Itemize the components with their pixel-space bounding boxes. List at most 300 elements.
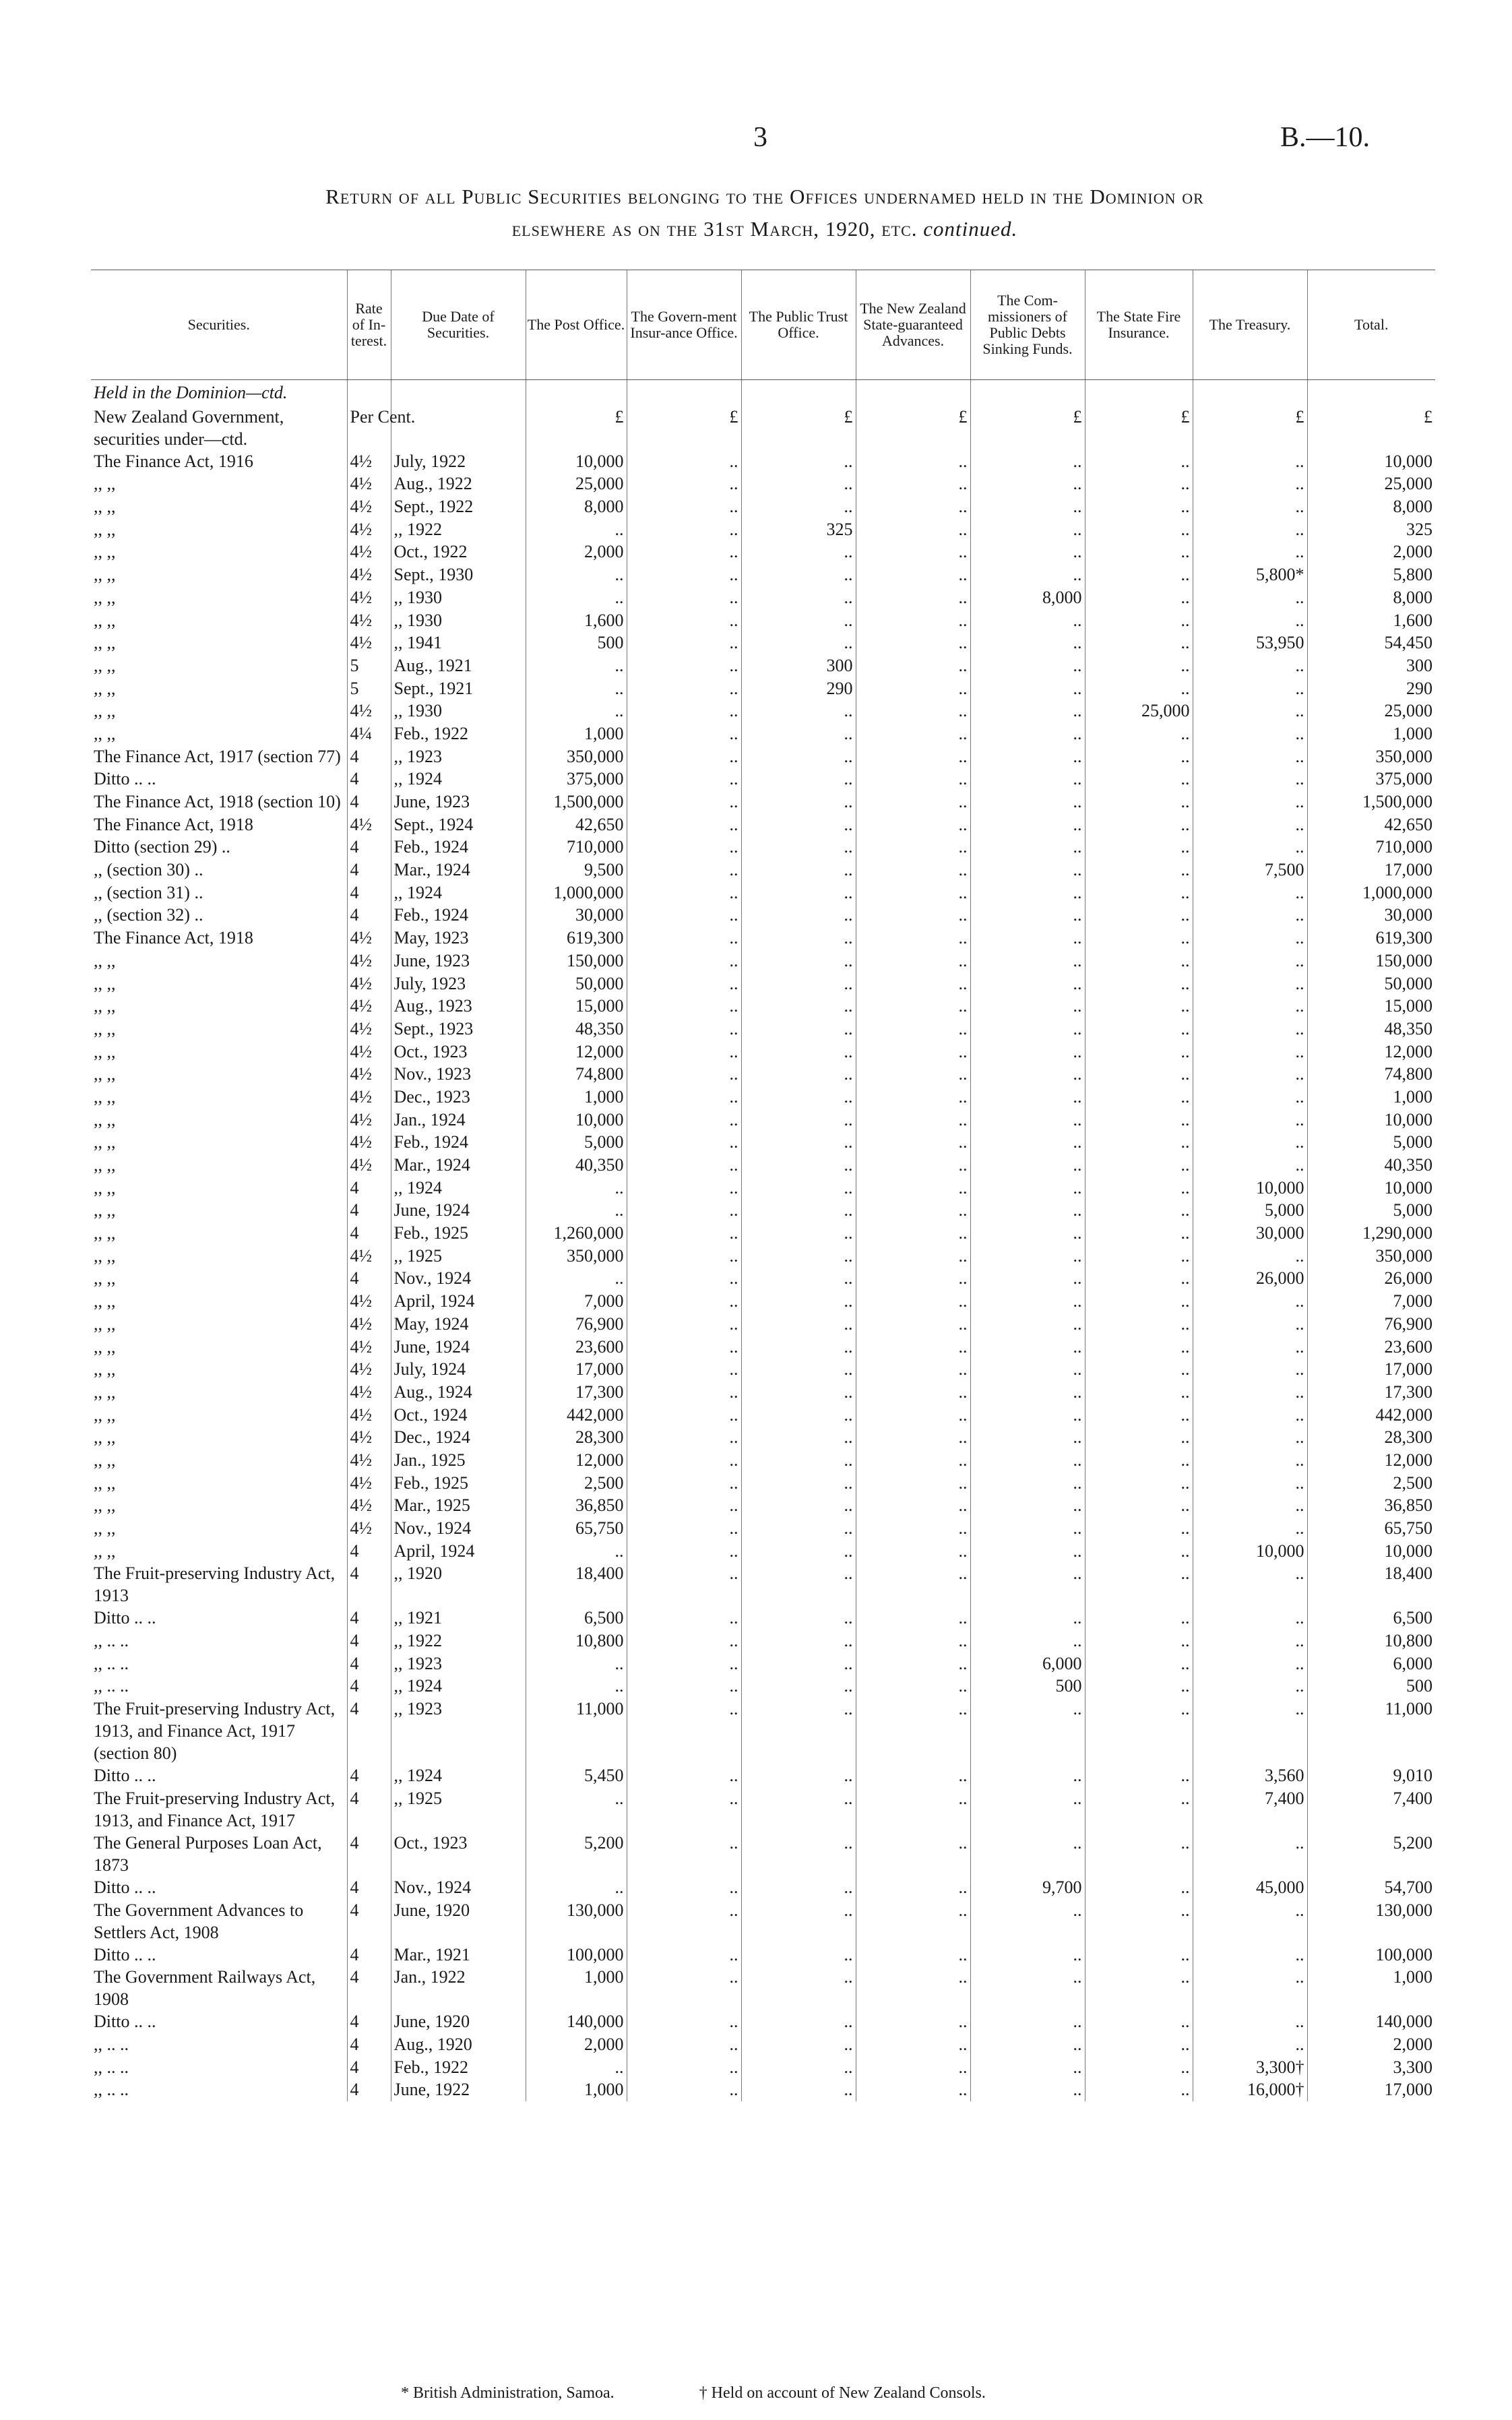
rate-cell: 4 [347,1652,391,1675]
sinking-funds-cell: .. [970,1267,1085,1290]
advances-cell: .. [856,1764,970,1787]
fire-insurance-cell: .. [1085,1313,1193,1336]
govt-insurance-cell: .. [627,1472,741,1495]
table-row [91,1675,1435,1698]
post-office-cell: 17,000 [526,1358,627,1381]
securities-cell: The Fruit-preserving Industry Act, 1913 [94,1563,336,1606]
securities-cell: ,, ,, [94,996,116,1016]
advances-cell: .. [856,1426,970,1449]
securities-cell: ,, ,, [94,1177,116,1198]
advances-cell: .. [856,1966,970,2010]
sinking-funds-cell: .. [970,540,1085,563]
post-office-cell: 1,000 [526,722,627,745]
total-cell: 10,000 [1307,1177,1435,1200]
sinking-funds-cell: .. [970,1290,1085,1313]
table-row [91,563,1435,586]
govt-insurance-cell: .. [627,950,741,972]
sinking-funds-cell: .. [970,768,1085,790]
advances-cell: .. [856,972,970,995]
total-cell: 1,290,000 [1307,1222,1435,1245]
securities-cell: The Finance Act, 1918 [94,928,253,948]
due-date-cell: ,, 1924 [391,1177,526,1200]
table-row [91,2056,1435,2079]
securities-cell: ,, ,, [94,1382,116,1402]
govt-insurance-cell: .. [627,1494,741,1517]
public-trust-cell: .. [741,495,856,518]
due-date-cell: Aug., 1924 [391,1381,526,1404]
treasury-cell: .. [1193,722,1307,745]
due-date-cell: Aug., 1920 [391,2033,526,2056]
treasury-cell: .. [1193,450,1307,473]
public-trust-cell: .. [741,2078,856,2101]
post-office-cell: 40,350 [526,1154,627,1177]
treasury-cell: .. [1193,1675,1307,1698]
due-date-cell: May, 1923 [391,927,526,950]
sinking-funds-cell: .. [970,881,1085,904]
due-date-cell: Feb., 1925 [391,1222,526,1245]
column-header-state-fire-insurance: The State Fire Insurance. [1085,270,1193,380]
fire-insurance-cell: .. [1085,450,1193,473]
treasury-cell: .. [1193,609,1307,632]
table-row [91,1199,1435,1222]
govt-insurance-cell: .. [627,1086,741,1109]
total-cell: 150,000 [1307,950,1435,972]
treasury-cell: 16,000† [1193,2078,1307,2101]
treasury-cell: .. [1193,1109,1307,1131]
securities-cell: ,, ,, [94,1518,116,1538]
fire-insurance-cell: .. [1085,1177,1193,1200]
fire-insurance-cell: .. [1085,1832,1193,1876]
total-cell: 300 [1307,654,1435,677]
total-cell: 1,600 [1307,609,1435,632]
public-trust-cell: .. [741,1404,856,1427]
post-office-cell: 11,000 [526,1698,627,1764]
advances-cell: .. [856,1222,970,1245]
due-date-cell: Oct., 1923 [391,1832,526,1876]
table-row [91,1336,1435,1359]
table-row [91,927,1435,950]
public-trust-cell: .. [741,1041,856,1063]
fire-insurance-cell: .. [1085,813,1193,836]
rate-cell: 4 [347,2056,391,2079]
post-office-cell: 2,000 [526,2033,627,2056]
total-cell: 7,000 [1307,1290,1435,1313]
treasury-cell: .. [1193,1245,1307,1268]
public-trust-cell: .. [741,1517,856,1540]
sinking-funds-cell: .. [970,1449,1085,1472]
advances-cell: .. [856,1607,970,1630]
due-date-cell: Oct., 1922 [391,540,526,563]
rate-cell: 4 [347,745,391,768]
total-cell: 50,000 [1307,972,1435,995]
securities-cell: ,, ,, [94,1313,116,1334]
post-office-cell: 140,000 [526,2010,627,2033]
securities-cell: ,, .. .. [94,1631,129,1651]
rate-cell: 4 [347,1966,391,2010]
govt-insurance-cell: .. [627,1063,741,1086]
due-date-cell: July, 1924 [391,1358,526,1381]
securities-cell: ,, ,, [94,474,116,494]
govt-insurance-cell: .. [627,495,741,518]
govt-insurance-cell: .. [627,1177,741,1200]
public-trust-cell: .. [741,1381,856,1404]
public-trust-cell: .. [741,1449,856,1472]
rate-cell: 4½ [347,950,391,972]
treasury-cell: .. [1193,813,1307,836]
treasury-cell: .. [1193,950,1307,972]
govt-insurance-cell: .. [627,1787,741,1832]
post-office-cell: 7,000 [526,1290,627,1313]
rate-cell: 4½ [347,700,391,722]
due-date-cell: Oct., 1924 [391,1404,526,1427]
sinking-funds-cell: .. [970,1131,1085,1154]
total-cell: 500 [1307,1675,1435,1698]
advances-cell: .. [856,1336,970,1359]
rate-cell: 4 [347,1177,391,1200]
post-office-cell: 1,000,000 [526,881,627,904]
post-office-cell: 2,000 [526,540,627,563]
public-trust-cell: 300 [741,654,856,677]
public-trust-cell: .. [741,1426,856,1449]
treasury-cell: .. [1193,1404,1307,1427]
total-cell: 1,000,000 [1307,881,1435,904]
securities-cell: The Finance Act, 1917 (section 77) [94,746,341,766]
due-date-cell: June, 1920 [391,1899,526,1944]
post-office-cell: .. [526,1540,627,1563]
due-date-cell: Sept., 1922 [391,495,526,518]
treasury-cell: .. [1193,1290,1307,1313]
sinking-funds-cell: .. [970,1018,1085,1041]
fire-insurance-cell: .. [1085,1426,1193,1449]
advances-cell: .. [856,1899,970,1944]
total-cell: 130,000 [1307,1899,1435,1944]
advances-cell: .. [856,518,970,541]
advances-cell: .. [856,881,970,904]
footnote-consols: † Held on account of New Zealand Consols. [699,2384,986,2402]
due-date-cell: ,, 1930 [391,609,526,632]
post-office-cell: 1,260,000 [526,1222,627,1245]
securities-cell: Ditto .. .. [94,1944,156,1964]
due-date-cell: Feb., 1922 [391,722,526,745]
securities-cell: Ditto .. .. [94,1877,156,1897]
govt-insurance-cell: .. [627,927,741,950]
advances-cell: .. [856,1313,970,1336]
securities-cell: ,, .. .. [94,2080,129,2100]
fire-insurance-cell: .. [1085,518,1193,541]
treasury-cell: .. [1193,1426,1307,1449]
fire-insurance-cell: .. [1085,1290,1193,1313]
table-row [91,972,1435,995]
rate-cell: 4 [347,881,391,904]
total-cell: 11,000 [1307,1698,1435,1764]
securities-cell: ,, .. .. [94,2034,129,2054]
table-row [91,1313,1435,1336]
due-date-cell: July, 1922 [391,450,526,473]
rate-cell: 4½ [347,1426,391,1449]
table-row [91,518,1435,541]
due-date-cell: June, 1922 [391,2078,526,2101]
title-continued: continued. [923,217,1018,241]
fire-insurance-cell: .. [1085,768,1193,790]
due-date-cell: ,, 1925 [391,1787,526,1832]
due-date-cell: June, 1923 [391,950,526,972]
advances-cell: .. [856,950,970,972]
due-date-cell: ,, 1941 [391,631,526,654]
public-trust-cell: .. [741,1630,856,1652]
securities-cell: Ditto .. .. [94,1766,156,1786]
title-line-1: Return of all Public Securities belonging to the Offices undernamed held in the Dominion or [325,185,1204,208]
total-cell: 25,000 [1307,700,1435,722]
sinking-funds-cell: .. [970,1086,1085,1109]
treasury-cell: .. [1193,2033,1307,2056]
total-cell: 17,000 [1307,1358,1435,1381]
public-trust-cell: .. [741,972,856,995]
securities-cell: ,, ,, [94,542,116,562]
fire-insurance-cell: .. [1085,1899,1193,1944]
fire-insurance-cell: .. [1085,1381,1193,1404]
due-date-cell: ,, 1923 [391,745,526,768]
rate-cell: 4 [347,904,391,927]
title-line-2-text: elsewhere as on the 31st March, 1920, etc. [511,217,918,241]
total-cell: 10,000 [1307,1540,1435,1563]
sinking-funds-cell: .. [970,1199,1085,1222]
total-cell: 7,400 [1307,1787,1435,1832]
total-cell: 74,800 [1307,1063,1435,1086]
post-office-cell: 76,900 [526,1313,627,1336]
govt-insurance-cell: .. [627,2033,741,2056]
advances-cell: .. [856,927,970,950]
govt-insurance-cell: .. [627,972,741,995]
due-date-cell: ,, 1923 [391,1652,526,1675]
public-trust-cell: .. [741,609,856,632]
sinking-funds-cell: .. [970,972,1085,995]
public-trust-cell: .. [741,768,856,790]
govt-insurance-cell: .. [627,1018,741,1041]
govt-insurance-cell: .. [627,1131,741,1154]
securities-cell: ,, ,, [94,633,116,653]
fire-insurance-cell: .. [1085,995,1193,1018]
treasury-cell: 30,000 [1193,1222,1307,1245]
due-date-cell: ,, 1924 [391,768,526,790]
table-row [91,700,1435,722]
table-row [91,472,1435,495]
securities-cell: ,, (section 30) .. [94,860,203,880]
total-cell: 1,000 [1307,722,1435,745]
rate-cell: 4½ [347,1041,391,1063]
total-cell: 30,000 [1307,904,1435,927]
securities-cell: ,, ,, [94,1132,116,1152]
govt-insurance-cell: .. [627,1652,741,1675]
rate-cell: 4½ [347,518,391,541]
securities-cell: ,, ,, [94,587,116,607]
fire-insurance-cell: .. [1085,859,1193,881]
sinking-funds-cell: 8,000 [970,586,1085,609]
securities-cell: ,, ,, [94,1268,116,1289]
total-cell: 140,000 [1307,2010,1435,2033]
advances-cell: .. [856,1540,970,1563]
treasury-cell: .. [1193,586,1307,609]
fire-insurance-cell: .. [1085,472,1193,495]
sinking-funds-cell: .. [970,1426,1085,1449]
table-row [91,1245,1435,1268]
total-cell: 15,000 [1307,995,1435,1018]
advances-cell: .. [856,495,970,518]
securities-cell: The Finance Act, 1918 [94,814,253,834]
rate-cell: 4½ [347,1381,391,1404]
advances-cell: .. [856,1449,970,1472]
title-line-2 [94,213,1435,245]
due-date-cell: Feb., 1922 [391,2056,526,2079]
table-row [91,1630,1435,1652]
public-trust-cell: .. [741,813,856,836]
sinking-funds-cell: .. [970,1472,1085,1495]
securities-cell: ,, ,, [94,1427,116,1448]
treasury-cell: 7,400 [1193,1787,1307,1832]
govt-insurance-cell: .. [627,1358,741,1381]
post-office-cell: 619,300 [526,927,627,950]
currency-advances: £ [856,404,970,450]
currency-govt: £ [627,404,741,450]
post-office-cell: 500 [526,631,627,654]
securities-cell: ,, ,, [94,950,116,970]
fire-insurance-cell: .. [1085,1876,1193,1899]
treasury-cell: .. [1193,1358,1307,1381]
caption-row [91,380,1435,404]
post-office-cell: 350,000 [526,1245,627,1268]
public-trust-cell: .. [741,1494,856,1517]
sinking-funds-cell: .. [970,722,1085,745]
rate-cell: 4 [347,1267,391,1290]
rate-cell: 4½ [347,1086,391,1109]
public-trust-cell: .. [741,1290,856,1313]
total-cell: 10,800 [1307,1630,1435,1652]
treasury-cell: .. [1193,654,1307,677]
securities-cell: ,, (section 31) .. [94,882,203,902]
rate-cell: 4 [347,1562,391,1607]
rate-cell: 4½ [347,1154,391,1177]
total-cell: 40,350 [1307,1154,1435,1177]
total-cell: 1,000 [1307,1966,1435,2010]
total-cell: 25,000 [1307,472,1435,495]
advances-cell: .. [856,563,970,586]
post-office-cell: 150,000 [526,950,627,972]
table-row [91,1876,1435,1899]
footnotes [401,2384,1067,2402]
due-date-cell: ,, 1925 [391,1245,526,1268]
table-row [91,1154,1435,1177]
sinking-funds-cell: .. [970,745,1085,768]
public-trust-cell: .. [741,1199,856,1222]
public-trust-cell: .. [741,1267,856,1290]
due-date-cell: June, 1920 [391,2010,526,2033]
sinking-funds-cell: .. [970,1154,1085,1177]
table-row [91,2078,1435,2101]
post-office-cell: .. [526,1876,627,1899]
govt-insurance-cell: .. [627,1449,741,1472]
rate-cell: 4 [347,836,391,859]
sinking-funds-cell: .. [970,1562,1085,1607]
govt-insurance-cell: .. [627,609,741,632]
treasury-cell: .. [1193,790,1307,813]
fire-insurance-cell: .. [1085,1764,1193,1787]
sinking-funds-cell: .. [970,813,1085,836]
govt-insurance-cell: .. [627,654,741,677]
table-row [91,722,1435,745]
advances-cell: .. [856,768,970,790]
fire-insurance-cell: .. [1085,745,1193,768]
table-row [91,1652,1435,1675]
total-cell: 325 [1307,518,1435,541]
due-date-cell: Nov., 1923 [391,1063,526,1086]
rate-cell: 4 [347,2010,391,2033]
treasury-cell: 5,000 [1193,1199,1307,1222]
rate-cell: 4 [347,768,391,790]
treasury-cell: .. [1193,677,1307,700]
public-trust-cell: .. [741,1652,856,1675]
advances-cell: .. [856,1199,970,1222]
advances-cell: .. [856,1018,970,1041]
govt-insurance-cell: .. [627,995,741,1018]
post-office-cell: 30,000 [526,904,627,927]
sinking-funds-cell: .. [970,472,1085,495]
post-office-cell: 25,000 [526,472,627,495]
public-trust-cell: 290 [741,677,856,700]
due-date-cell: Aug., 1922 [391,472,526,495]
fire-insurance-cell: .. [1085,1449,1193,1472]
due-date-cell: Feb., 1924 [391,836,526,859]
advances-cell: .. [856,790,970,813]
total-cell: 2,000 [1307,2033,1435,2056]
govt-insurance-cell: .. [627,1607,741,1630]
public-trust-cell: .. [741,450,856,473]
fire-insurance-cell: .. [1085,586,1193,609]
post-office-cell: .. [526,518,627,541]
table-row [91,1290,1435,1313]
due-date-cell: Sept., 1930 [391,563,526,586]
public-trust-cell: .. [741,881,856,904]
advances-cell: .. [856,1154,970,1177]
subsection-caption-text: New Zealand Government, securities under—ctd. [94,406,284,449]
total-cell: 18,400 [1307,1562,1435,1607]
rate-cell: 4½ [347,972,391,995]
total-cell: 8,000 [1307,586,1435,609]
table-row [91,1607,1435,1630]
column-header-total: Total. [1307,270,1435,380]
securities-cell: The Finance Act, 1916 [94,451,253,471]
sinking-funds-cell: .. [970,1222,1085,1245]
sinking-funds-cell: .. [970,1041,1085,1063]
sinking-funds-cell: .. [970,950,1085,972]
rate-cell: 4½ [347,586,391,609]
post-office-cell: 710,000 [526,836,627,859]
table-row [91,1131,1435,1154]
total-cell: 6,500 [1307,1607,1435,1630]
treasury-cell: .. [1193,745,1307,768]
fire-insurance-cell: .. [1085,1109,1193,1131]
sinking-funds-cell: 9,700 [970,1876,1085,1899]
total-cell: 375,000 [1307,768,1435,790]
advances-cell: .. [856,1063,970,1086]
public-trust-cell: .. [741,950,856,972]
rate-unit: Per Cent. [347,404,391,450]
post-office-cell: 1,000 [526,1086,627,1109]
due-date-cell: Jan., 1924 [391,1109,526,1131]
rate-cell: 4½ [347,563,391,586]
govt-insurance-cell: .. [627,1426,741,1449]
public-trust-cell: .. [741,1764,856,1787]
public-trust-cell: .. [741,927,856,950]
rate-cell: 5 [347,677,391,700]
